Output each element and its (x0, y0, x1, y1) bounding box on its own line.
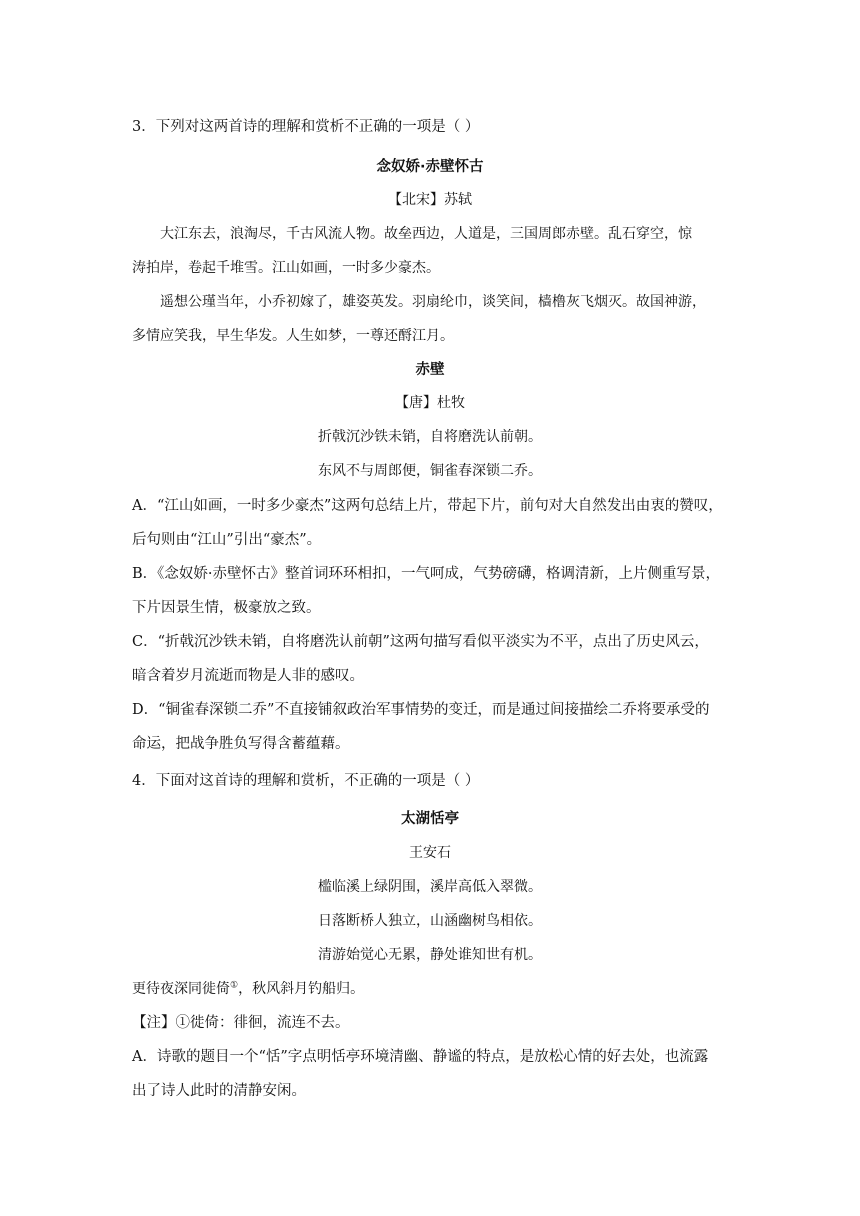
poem1-line: 大江东去，浪淘尽，千古风流人物。故垒西边，人道是，三国周郎赤壁。乱石穿空，惊 (160, 226, 692, 242)
q3-option-b: B．《念奴娇·赤壁怀古》整首词环环相扣，一气呵成，气势磅礴，格调清新，上片侧重写景， (132, 566, 721, 582)
poem2-line: 折戟沉沙铁未销，自将磨洗认前朝。 (318, 429, 542, 445)
q4-poem-line: 槛临溪上绿阴围，溪岸高低入翠微。 (318, 879, 542, 895)
q3-option-b-cont: 下片因景生情，极豪放之致。 (132, 600, 321, 616)
q4-note: 【注】①徙倚：徘徊，流连不去。 (132, 1015, 350, 1031)
poem1-line: 涛拍岸，卷起千堆雪。江山如画，一时多少豪杰。 (132, 260, 440, 276)
q3-option-c: C．“折戟沉沙铁未销，自将磨洗认前朝”这两句描写看似平淡实为不平，点出了历史风云， (132, 634, 709, 650)
q4-poem-author: 王安石 (409, 845, 451, 861)
q4-stem: 4．下面对这首诗的理解和赏析，不正确的一项是（ ） (132, 773, 480, 789)
poem1-line: 多情应笑我，早生华发。人生如梦，一尊还酹江月。 (132, 328, 454, 344)
q3-option-c-cont: 暗含着岁月流逝而物是人非的感叹。 (132, 668, 364, 684)
poem2-author: 【唐】杜牧 (395, 395, 465, 411)
q3-stem: 3．下列对这两首诗的理解和赏析不正确的一项是（ ） (132, 119, 480, 135)
q3-option-a: A．“江山如画，一时多少豪杰”这两句总结上片，带起下片，前句对大自然发出由衷的赞叹， (132, 498, 723, 514)
footnote-marker: ① (230, 980, 239, 991)
q4-poem-title: 太湖恬亭 (401, 811, 459, 827)
poem2-title: 赤壁 (415, 362, 445, 378)
poem1-title: 念奴娇·赤壁怀古 (376, 159, 484, 175)
q3-option-d-cont: 命运，把战争胜负写得含蓄蕴藉。 (132, 736, 350, 752)
q4-option-a-cont: 出了诗人此时的清静安闲。 (132, 1083, 306, 1099)
poem2-line: 东风不与周郎便，铜雀春深锁二乔。 (318, 463, 542, 479)
q4-poem-last-line-before: 更待夜深同徙倚 (132, 981, 230, 997)
q4-poem-last-line (132, 979, 364, 999)
q4-poem-line: 清游始觉心无累，静处谁知世有机。 (318, 947, 542, 963)
poem1-author: 【北宋】苏轼 (388, 192, 472, 208)
q3-option-d: D．“铜雀春深锁二乔”不直接铺叙政治军事情势的变迁，而是通过间接描绘二乔将要承受的 (132, 702, 710, 718)
poem1-line: 遥想公瑾当年，小乔初嫁了，雄姿英发。羽扇纶巾，谈笑间，樯橹灰飞烟灭。故国神游， (160, 294, 706, 310)
q4-option-a: A．诗歌的题目一个“恬”字点明恬亭环境清幽、静谧的特点，是放松心情的好去处，也流露 (132, 1049, 709, 1065)
q3-option-a-cont: 后句则由“江山”引出“豪杰”。 (132, 532, 322, 548)
q4-poem-last-line-after: ，秋风斜月钓船归。 (238, 981, 365, 997)
q4-poem-line: 日落断桥人独立，山涵幽树鸟相依。 (318, 913, 542, 929)
